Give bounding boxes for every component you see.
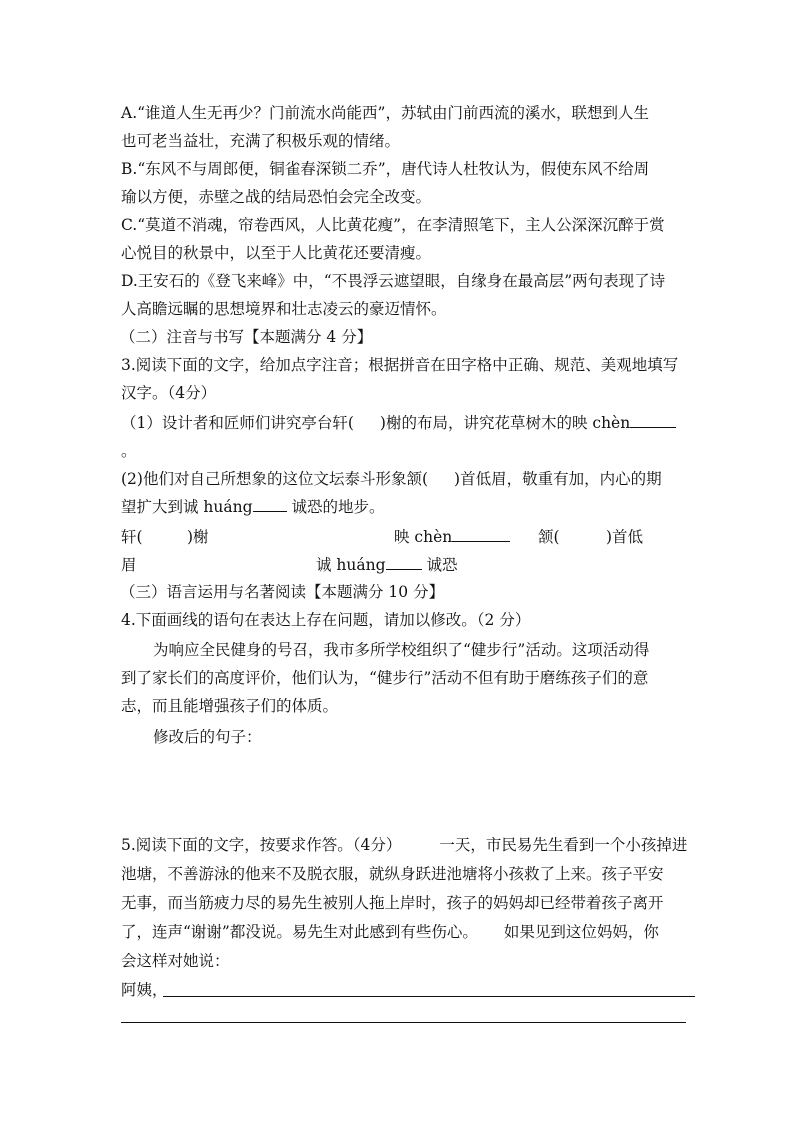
q5-answer-line-1[interactable] [163, 996, 695, 997]
answer-xuan-end: )榭 [187, 528, 209, 546]
q4-stem: 4.下面画线的语句在表达上存在问题，请加以修改。（2 分） [121, 611, 531, 629]
option-a-line1: A.“谁道人生无再少？门前流水尚能西”，苏轼由门前西流的溪水，联想到人生 [121, 104, 649, 122]
option-c-line2: 心悦目的秋景中，以至于人比黄花还要清瘦。 [121, 244, 432, 262]
answer-huang-end: 诚恐 [426, 556, 458, 574]
q3-item2-text-b: )首低眉，敬重有加，内心的期 [454, 470, 662, 488]
q4-passage-line1: 为响应全民健身的号召，我市多所学校组织了“健步行”活动。这项活动得 [153, 641, 650, 659]
answer-han-end: )首低 [606, 528, 644, 546]
section-heading-language-use: （三）语言运用与名著阅读【本题满分 10 分】 [120, 583, 445, 601]
q3-item2-text-d: 诚恐的地步。 [291, 498, 385, 516]
option-c-line1: C.“莫道不消魂，帘卷西风，人比黄花瘦”，在李清照笔下，主人公深深沉醉于赏 [121, 216, 665, 234]
answer-xuan-box[interactable] [147, 526, 187, 548]
q5-answer-line-2[interactable] [121, 1022, 686, 1023]
q4-passage-line3: 志，而且能增强孩子们的体质。 [121, 697, 339, 715]
answer-yingchen [394, 526, 510, 548]
option-b-line1: B.“东风不与周郎便，铜雀春深锁二乔”，唐代诗人杜牧认为，假使东风不给周 [121, 160, 650, 178]
answer-yingchen-blank[interactable] [452, 527, 510, 542]
answer-huang-label: 诚 huáng [316, 556, 386, 574]
option-d-line1: D.王安石的《登飞来峰》中，“不畏浮云遮望眼，自缘身在最高层”两句表现了诗 [121, 272, 666, 290]
q3-item2-line1 [121, 468, 662, 490]
q5-answer-prefix: 阿姨， [121, 981, 168, 999]
hanzi-blank-huang[interactable] [253, 497, 287, 512]
option-d-line2: 人高瞻远瞩的思想境界和壮志凌云的豪迈情怀。 [121, 300, 447, 318]
q5-line4-text-a: 了，连声“谢谢”都没说。易先生对此感到有些伤心。 [121, 923, 478, 941]
q5-line1 [121, 834, 687, 856]
option-b-line2: 瑜以方便，赤壁之战的结局恐怕会完全改变。 [121, 188, 432, 206]
hanzi-blank-chen[interactable] [630, 413, 676, 428]
section-heading-pronunciation: （二）注音与书写【本题满分 4 分】 [120, 328, 373, 346]
q3-item1-end: 。 [121, 442, 137, 460]
q5-line2: 池塘，不善游泳的他来不及脱衣服，就纵身跃进池塘将小孩救了上来。孩子平安 [121, 865, 664, 883]
q3-item1-text-b: )榭的布局，讲究花草树木的映 chèn [379, 414, 631, 432]
q3-stem-line2: 汉字。（4分） [121, 384, 217, 402]
answer-huang-blank[interactable] [386, 555, 422, 570]
answer-xuan-label: 轩( [121, 528, 143, 546]
answer-han-label: 颔( [538, 528, 560, 546]
q5-line4 [121, 921, 659, 943]
option-a-line2: 也可老当益壮，充满了积极乐观的情绪。 [121, 132, 401, 150]
q5-stem: 5.阅读下面的文字，按要求作答。（4分） [121, 836, 402, 854]
answer-huang [316, 554, 458, 576]
q5-line3: 无事，而当筋疲力尽的易先生被别人拖上岸时，孩子的妈妈却已经带着孩子离开 [121, 894, 664, 912]
q4-revised-label: 修改后的句子： [153, 728, 262, 746]
answer-yingchen-label: 映 chèn [394, 528, 453, 546]
answer-han-box[interactable] [564, 526, 604, 548]
q4-passage-line2: 到了家长们的高度评价，他们认为，“健步行”活动不但有助于磨练孩子们的意 [121, 669, 649, 687]
q3-item1-text-a: （1）设计者和匠师们讲究亭台轩( [121, 414, 354, 432]
q3-item2-text-c: 望扩大到诚 huáng [121, 498, 253, 516]
q5-passage-start: 一天，市民易先生看到一个小孩掉进 [439, 836, 688, 854]
q3-stem-line1: 3.阅读下面的文字，给加点字注音；根据拼音在田字格中正确、规范、美观地填写 [121, 356, 679, 374]
q3-item1 [121, 412, 676, 434]
q3-item2-text-a: (2)他们对自己所想象的这位文坛泰斗形象颔( [121, 470, 429, 488]
answer-mei: 眉 [121, 556, 137, 574]
q5-line4-text-b: 如果见到这位妈妈，你 [503, 923, 659, 941]
q3-item2-line2 [121, 496, 385, 518]
q5-line5: 会这样对她说： [121, 952, 230, 970]
q4-answer-area[interactable] [121, 752, 681, 822]
